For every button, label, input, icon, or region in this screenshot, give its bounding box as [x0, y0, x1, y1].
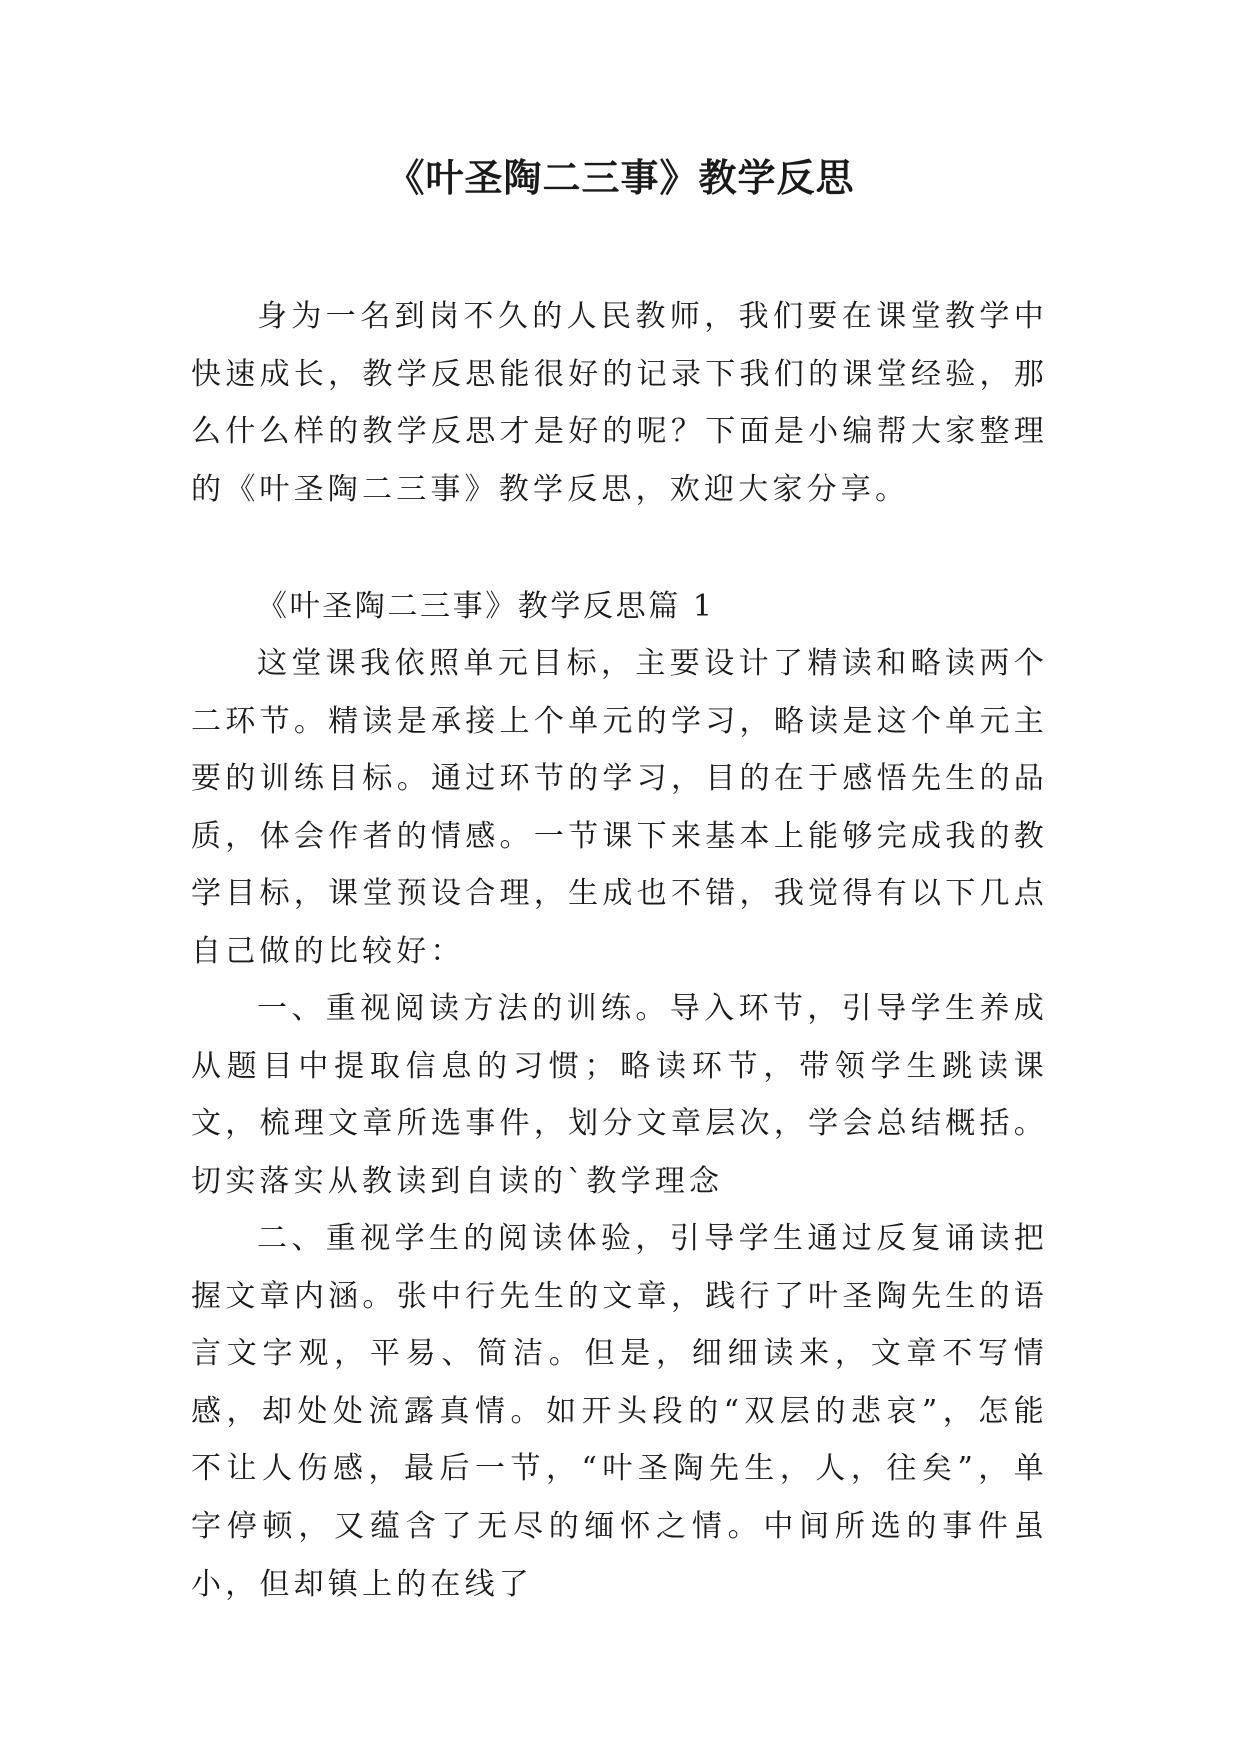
body-paragraph: 这堂课我依照单元目标，主要设计了精读和略读两个二环节。精读是承接上个单元的学习，略读是这个单元主要的训练目标。通过环节的学习，目的在于感悟先生的品质，体会作者的情感。一节课下来基本上能够完成我的教学目标，课堂预设合理，生成也不错，我觉得有以下几点自己做的比较好： — [191, 646, 1048, 969]
body-paragraph: 一、重视阅读方法的训练。导入环节，引导学生养成从题目中提取信息的习惯；略读环节，带领学生跳读课文，梳理文章所选事件，划分文章层次，学会总结概括。切实落实从教读到自读的`教学理念 — [191, 991, 1048, 1199]
section-heading: 《叶圣陶二三事》教学反思篇 1 — [257, 589, 715, 624]
body-paragraph: 二、重视学生的阅读体验，引导学生通过反复诵读把握文章内涵。张中行先生的文章，践行了叶圣陶先生的语言文字观，平易、简洁。但是，细细读来，文章不写情感，却处处流露真情。如开头段的“双层的悲哀”，怎能不让人伤感，最后一节，“叶圣陶先生，人，往矣”，单字停顿，又蕴含了无尽的缅怀之情。中间所选的事件虽小，但却镇上的在线了 — [191, 1221, 1048, 1602]
intro-paragraph: 身为一名到岗不久的人民教师，我们要在课堂教学中快速成长，教学反思能很好的记录下我们的课堂经验，那么什么样的教学反思才是好的呢？下面是小编帮大家整理的《叶圣陶二三事》教学反思，欢迎大家分享。 — [191, 299, 1048, 507]
document-title: 《叶圣陶二三事》教学反思 — [386, 156, 855, 200]
